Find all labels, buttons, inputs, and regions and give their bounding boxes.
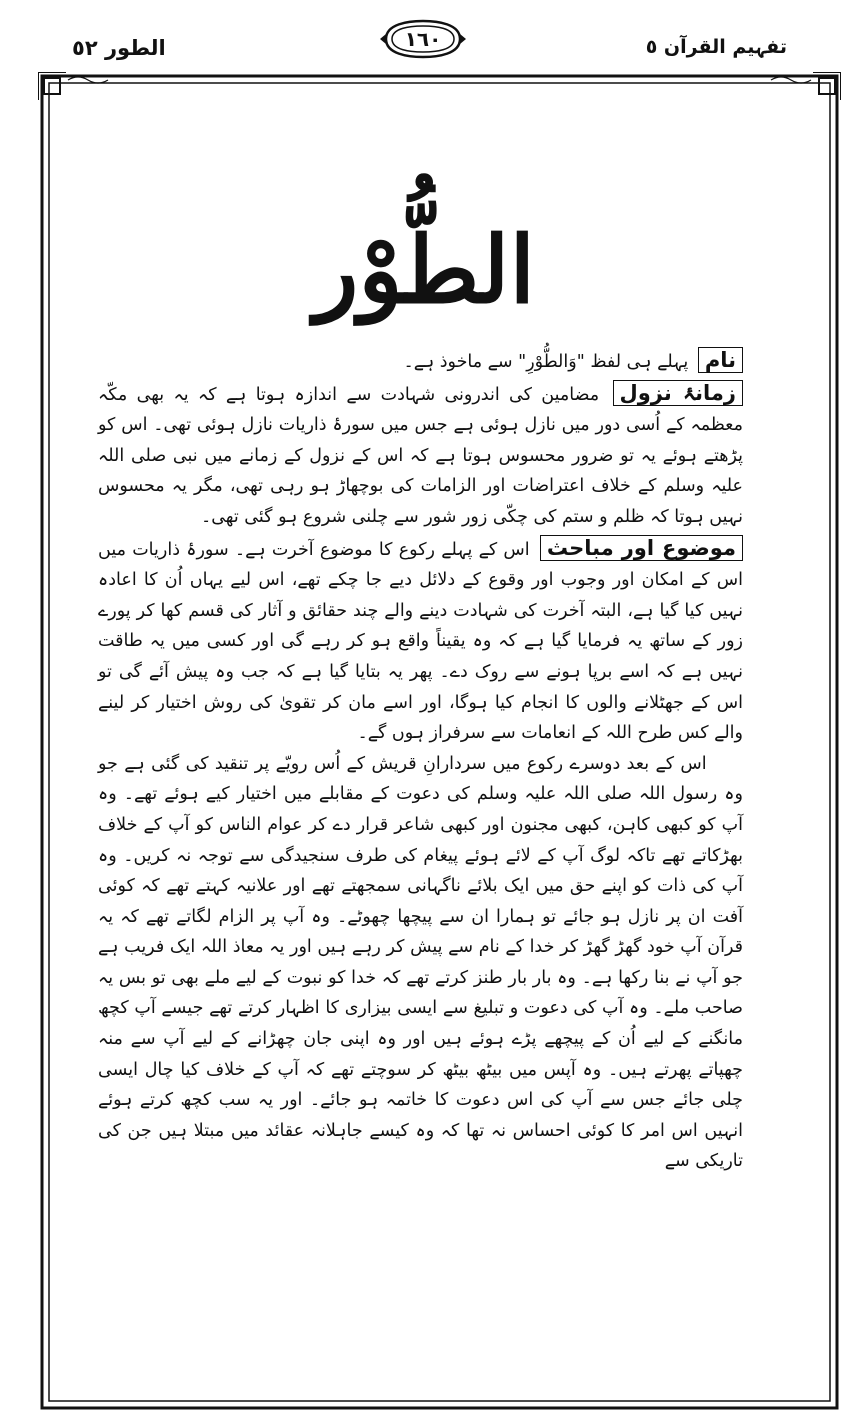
page-header — [0, 0, 849, 72]
main-text — [98, 345, 743, 1177]
page-number: ١٦٠ — [404, 27, 442, 51]
surah-reference: الطور ٥٢ — [72, 36, 166, 60]
section-topics — [98, 533, 743, 749]
section-name — [98, 345, 743, 378]
section-text-topics: اس کے پہلے رکوع کا موضوع آخرت ہے۔ سورۂ ذاریات میں اس کے امکان اور وجوب اور وقوع کے دلائل دیے جا چکے تھے، اس لیے یہاں اُن کا اعادہ نہیں کیا گیا ہے، البتہ آخرت کی شہادت دینے والے چند حقائق و آثار کی قسم کھا کر پورے زور کے ساتھ یہ فرمایا گیا ہے کہ وہ یقیناً واقع ہو کر رہے گی اور کسی میں یہ طاقت نہیں ہے کہ اسے برپا ہونے سے روک دے۔ پھر یہ بتایا گیا ہے کہ جب وہ پیش آئے گی تو اس کے جھٹلانے والوں کا انجام کیا ہوگا، اور اسے مان کر تقویٰ کی روش اختیار کر لینے والے کس طرح اللہ کے انعامات سے سرفراز ہوں گے۔ — [98, 539, 743, 744]
section-revelation — [98, 378, 743, 533]
section-label-topics: موضوع اور مباحث — [540, 535, 743, 561]
surah-title-block — [0, 205, 849, 335]
section-text-name: پہلے ہی لفظ "وَالطُّوْرِ" سے ماخوذ ہے۔ — [403, 352, 689, 372]
body-paragraph — [98, 749, 743, 1177]
section-label-revelation: زمانۂ نزول — [613, 380, 743, 406]
surah-title: الطُّوْر — [313, 216, 535, 324]
section-text-revelation: مضامین کی اندرونی شہادت سے اندازہ ہوتا ہے کہ یہ بھی مکّہ معظمہ کے اُسی دور میں نازل ہوئی ہے جس میں سورۂ ذاریات نازل ہوئی تھی۔ اس کو پڑھتے ہوئے یہ تو ضرور محسوس ہوتا ہے کہ اس کے نزول کے زمانے میں نبی صلی اللہ علیہ وسلم کے خلاف اعتراضات اور الزامات کی بوچھاڑ ہو رہی تھی، مگر یہ محسوس نہیں ہوتا کہ ظلم و ستم کی چکّی زور شور سے چلنی شروع ہو گئی تھی۔ — [98, 384, 743, 527]
paragraph-text: اس کے بعد دوسرے رکوع میں سردارانِ قریش کے اُس رویّے پر تنقید کی گئی ہے جو وہ رسول اللہ صلی اللہ علیہ وسلم کی دعوت کے مقابلے میں اختیار کیے ہوئے تھے۔ وہ آپ کو کبھی کاہن، کبھی مجنون اور کبھی شاعر قرار دے کر عوام الناس کو آپ کے خلاف بھڑکاتے تھے تاکہ لوگ آپ کے لائے ہوئے پیغام کی طرف سنجیدگی سے توجہ نہ کریں۔ وہ آپ کی ذات کو اپنے حق میں ایک بلائے ناگہانی سمجھتے تھے اور علانیہ کہتے تھے کہ کوئی آفت ان پر نازل ہو جائے تو ہمارا ان سے پیچھا چھوٹے۔ وہ آپ پر الزام لگاتے تھے کہ یہ قرآن آپ خود گھڑ گھڑ کر خدا کے نام سے پیش کر رہے ہیں اور یہ معاذ اللہ ایک فریب ہے جو آپ نے بنا رکھا ہے۔ وہ بار بار طنز کرتے تھے کہ خدا کو نبوت کے لیے ملے بھی تو بس یہ صاحب ملے۔ وہ آپ کی دعوت و تبلیغ سے ایسی بیزاری کا اظہار کرتے تھے جیسے آپ کچھ مانگنے کے لیے اُن کے پیچھے پڑے ہوئے ہیں اور وہ اپنی جان چھڑانے کے لیے آپ سے منہ چھپاتے پھرتے ہیں۔ وہ آپس میں بیٹھ بیٹھ کر سوچتے تھے کہ آپ کے خلاف کیا چال ایسی چلی جائے جس سے آپ کی اس دعوت کا خاتمہ ہو جائے۔ اور یہ سب کچھ کرتے ہوئے انہیں اس امر کا کوئی احساس نہ تھا کہ وہ کیسے جاہلانہ عقائد میں مبتلا ہیں جن کی تاریکی سے — [98, 753, 743, 1172]
book-title: تفہیم القرآن ٥ — [645, 36, 787, 58]
page-number-emblem — [378, 18, 468, 60]
section-label-name: نام — [698, 347, 743, 373]
